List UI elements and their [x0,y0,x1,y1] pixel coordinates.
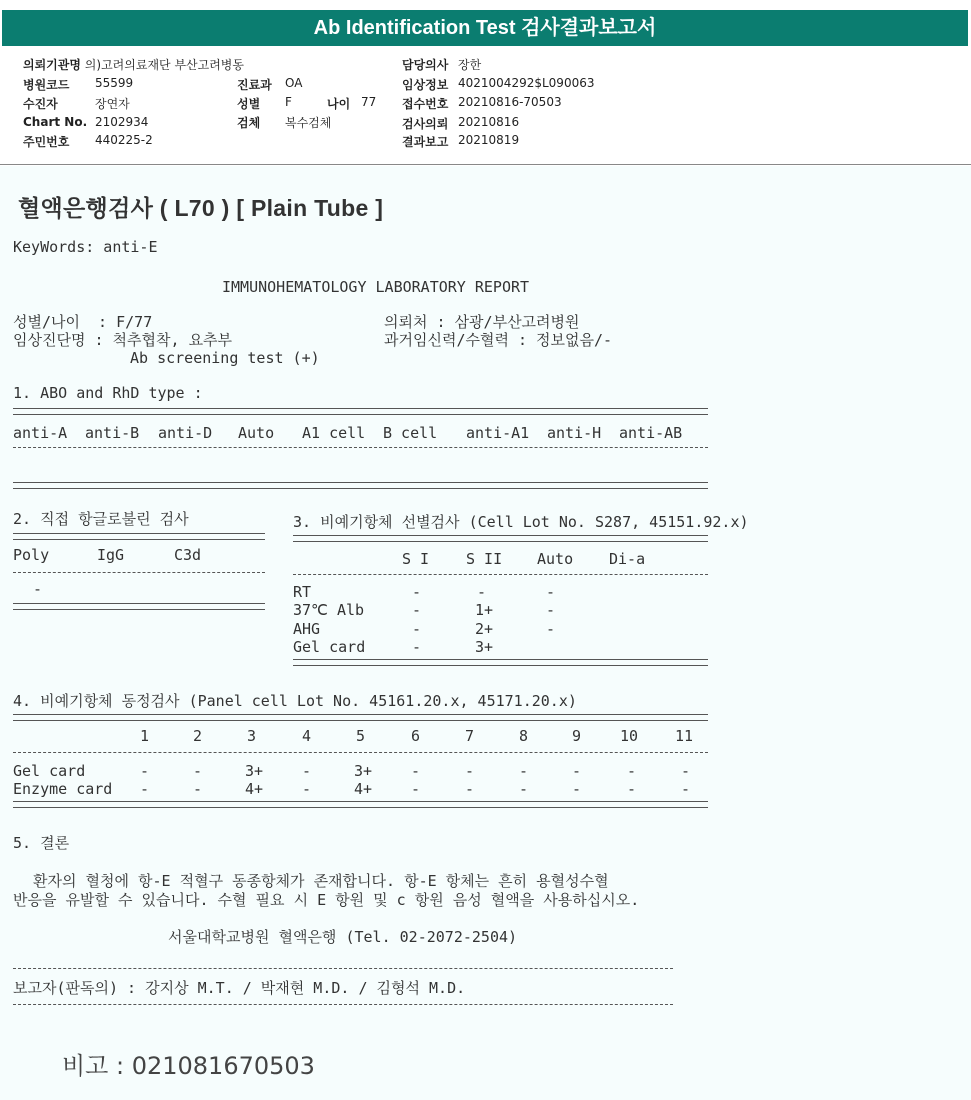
conclusion-line-2: 반응을 유발할 수 있습니다. 수혈 필요 시 E 항원 및 c 항원 음성 혈액을 사용하십시오. [13,891,640,909]
panel-row-enzyme-3: 4+ [245,780,264,798]
diagnosis-line-2: Ab screening test (+) [130,349,320,367]
age-value: 77 [361,95,377,109]
screen-row-rt-auto: - [546,583,556,601]
panel-row-gel-3: 3+ [245,762,264,780]
panel-h-11: 11 [675,727,694,745]
panel-h-8: 8 [519,727,529,745]
specimen-label: 검체 [237,116,261,130]
doctor-label: 담당의사 [402,58,449,72]
screen-row-ahg-sii: 2+ [475,620,494,638]
section-title: 혈액은행검사 ( L70 ) [ Plain Tube ] [18,195,384,221]
panel-h-10: 10 [620,727,639,745]
screen-mid-rule [293,574,708,575]
panel-h-5: 5 [356,727,366,745]
institution-field [23,56,244,73]
reporter-bottom-rule [13,1004,673,1005]
reporter-line: 보고자(판독의) : 강지상 M.T. / 박재현 M.D. / 김형석 M.D. [13,979,466,997]
panel-row-enzyme-6: - [411,780,421,798]
screen-row-gel-sii: 3+ [475,638,494,656]
age-label: 나이 [327,97,351,111]
dat-v-poly: - [33,580,43,598]
screen-row-rt-sii: - [477,583,487,601]
referral-line: 의뢰처 : 삼광/부산고려병원 [384,313,580,331]
clinical-info-value: 4021004292$L090063 [458,76,595,90]
screen-row-alb-label: 37℃ Alb [293,601,365,619]
panel-row-gel-1: - [140,762,150,780]
patient-label: 수진자 [23,97,58,111]
panel-row-gel-label: Gel card [13,762,86,780]
screen-title: 3. 비예기항체 선별검사 (Cell Lot No. S287, 45151.92.x) [293,513,749,531]
department-value: OA [285,76,303,90]
dat-mid-rule [13,572,265,573]
reporter-top-rule [13,968,673,969]
panel-bottom-rule [13,801,708,808]
abo-top-rule [13,408,708,415]
screen-h-si: S I [402,550,430,568]
panel-h-1: 1 [140,727,150,745]
screen-row-ahg-si: - [412,620,422,638]
receipt-no-label: 접수번호 [402,97,449,111]
panel-row-enzyme-2: - [193,780,203,798]
screen-h-dia: Di-a [609,550,646,568]
panel-row-enzyme-10: - [627,780,637,798]
sex-age-line: 성별/나이 : F/77 [13,313,153,331]
conclusion-title: 5. 결론 [13,834,70,852]
abo-h-anti-ab: anti-AB [619,424,683,442]
hospital-code-label: 병원코드 [23,78,70,92]
panel-h-7: 7 [465,727,475,745]
clinical-info-label: 임상정보 [402,78,449,92]
dat-h-poly: Poly [13,546,50,564]
abo-h-auto: Auto [238,424,275,442]
panel-row-enzyme-label: Enzyme card [13,780,113,798]
patient-value: 장연자 [95,97,130,111]
abo-h-a1-cell: A1 cell [302,424,366,442]
history-line: 과거임신력/수혈력 : 정보없음/- [384,331,613,349]
panel-row-enzyme-5: 4+ [354,780,373,798]
dat-top-rule [13,533,265,540]
panel-row-enzyme-9: - [572,780,582,798]
request-date-value: 20210816 [458,115,520,129]
abo-h-anti-d: anti-D [158,424,213,442]
abo-bottom-rule [13,482,708,489]
receipt-no-value: 20210816-70503 [458,95,562,109]
sex-value: F [285,95,292,109]
panel-row-gel-8: - [519,762,529,780]
panel-h-3: 3 [247,727,257,745]
header-panel [0,52,971,165]
chart-no-value: 2102934 [95,115,149,129]
panel-row-enzyme-4: - [302,780,312,798]
panel-row-gel-11: - [681,762,691,780]
department-label: 진료과 [237,78,272,92]
panel-row-gel-6: - [411,762,421,780]
panel-row-enzyme-7: - [465,780,475,798]
chart-no-label: Chart No. [23,115,88,129]
screen-row-gel-label: Gel card [293,638,366,656]
conclusion-line-1: 환자의 혈청에 항-E 적혈구 동종항체가 존재합니다. 항-E 항체는 흔히 용혈성수혈 [33,872,609,890]
institution-label: 의뢰기관명 [23,58,81,72]
rrn-value: 440225-2 [95,133,153,147]
screen-row-alb-sii: 1+ [475,601,494,619]
abo-mid-rule [13,447,708,448]
abo-h-anti-a1: anti-A1 [466,424,530,442]
report-date-label: 결과보고 [402,135,449,149]
rrn-label: 주민번호 [23,135,70,149]
panel-top-rule [13,714,708,721]
abo-h-anti-h: anti-H [547,424,602,442]
screen-top-rule [293,535,708,542]
abo-h-b-cell: B cell [383,424,438,442]
panel-row-enzyme-1: - [140,780,150,798]
dat-title: 2. 직접 항글로불린 검사 [13,510,189,528]
screen-h-sii: S II [466,550,503,568]
abo-title: 1. ABO and RhD type : [13,384,203,402]
lab-report-title: IMMUNOHEMATOLOGY LABORATORY REPORT [222,278,530,296]
abo-h-anti-b: anti-B [85,424,140,442]
hospital-code-field [23,76,69,93]
panel-row-gel-9: - [572,762,582,780]
diagnosis-line: 임상진단명 : 척추협착, 요추부 [13,331,233,349]
report-title: Ab Identification Test 검사결과보고서 [2,10,968,46]
sex-label: 성별 [237,97,261,111]
panel-row-enzyme-8: - [519,780,529,798]
panel-h-4: 4 [302,727,312,745]
keywords: KeyWords: anti-E [13,238,158,256]
specimen-value: 복수검체 [285,116,332,130]
panel-row-gel-7: - [465,762,475,780]
screen-row-alb-auto: - [546,601,556,619]
panel-h-9: 9 [572,727,582,745]
hospital-code-value: 55599 [95,76,134,90]
abo-h-anti-a: anti-A [13,424,68,442]
screen-row-ahg-auto: - [546,620,556,638]
panel-row-enzyme-11: - [681,780,691,798]
dat-bottom-rule [13,603,265,610]
screen-row-rt-label: RT [293,583,312,601]
panel-h-2: 2 [193,727,203,745]
doctor-value: 장한 [458,58,482,72]
dat-h-igg: IgG [97,546,125,564]
screen-row-rt-si: - [412,583,422,601]
panel-mid-rule [13,752,708,753]
screen-row-gel-si: - [412,638,422,656]
panel-row-gel-4: - [302,762,312,780]
institution-value: 의)고려의료재단 부산고려병동 [84,58,244,72]
blood-bank-contact: 서울대학교병원 혈액은행 (Tel. 02-2072-2504) [168,928,518,946]
screen-bottom-rule [293,659,708,666]
screen-row-alb-si: - [412,601,422,619]
screen-h-auto: Auto [537,550,574,568]
panel-row-gel-2: - [193,762,203,780]
request-date-label: 검사의뢰 [402,117,449,131]
screen-row-ahg-label: AHG [293,620,321,638]
panel-title: 4. 비예기항체 동정검사 (Panel cell Lot No. 45161.20.x, 45171.20.x) [13,692,577,710]
panel-row-gel-5: 3+ [354,762,373,780]
dat-h-c3d: C3d [174,546,202,564]
report-date-value: 20210819 [458,133,520,147]
note-line: 비고 : 021081670503 [62,1052,315,1080]
panel-row-gel-10: - [627,762,637,780]
panel-h-6: 6 [411,727,421,745]
